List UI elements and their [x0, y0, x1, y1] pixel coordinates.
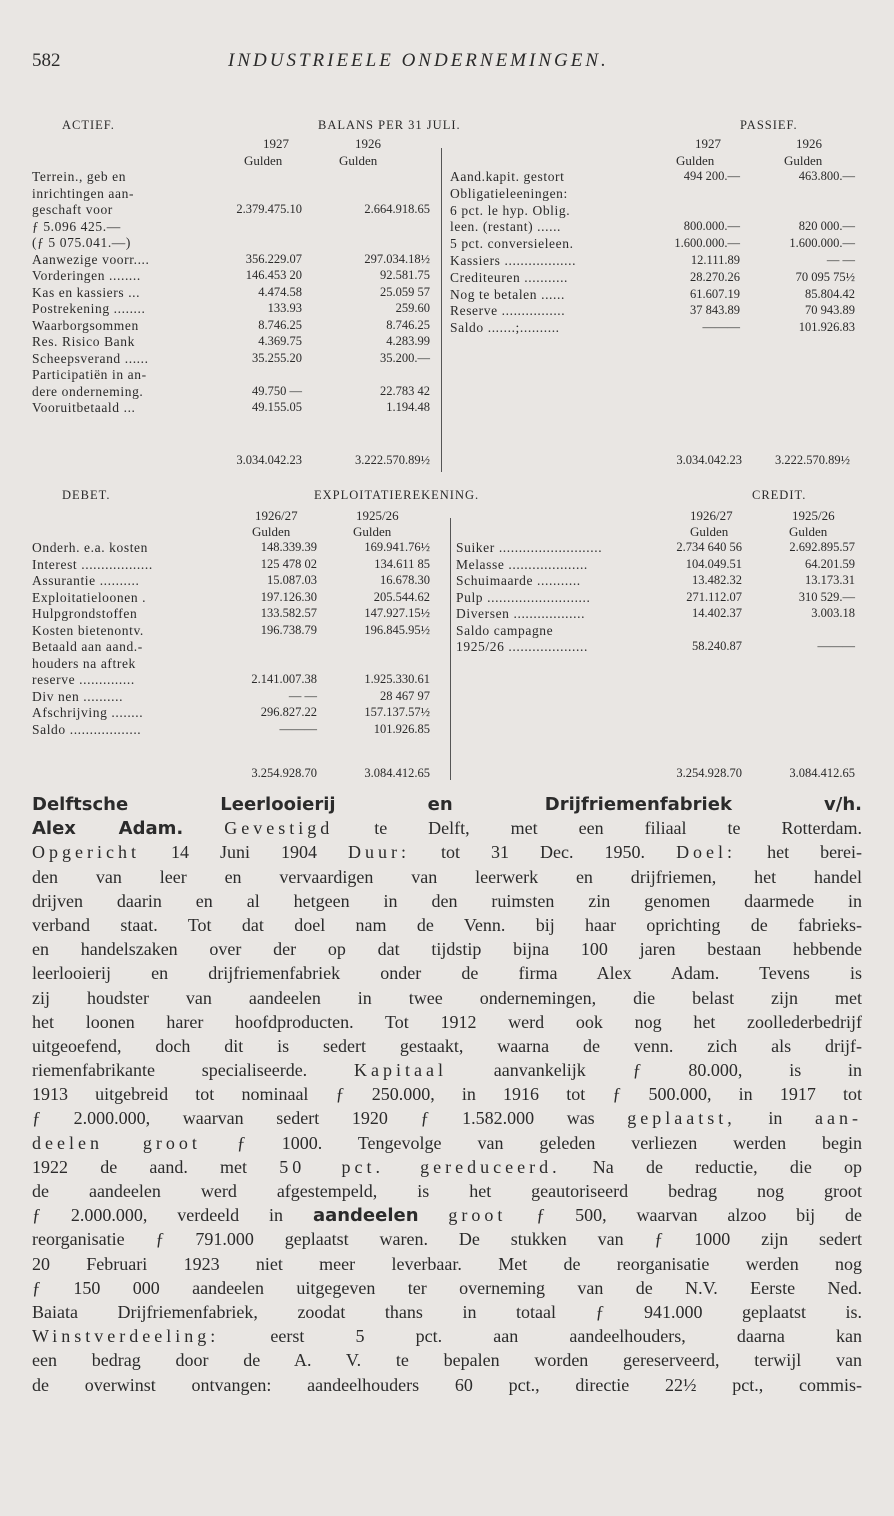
text-segment: ƒ 2.000.000, verdeeld in [32, 1205, 284, 1226]
actief-row-value-a: 133.93 [267, 301, 302, 315]
paragraph-line [32, 865, 862, 889]
passief-label: PASSIEF. [740, 118, 798, 132]
debet-row-label: Assurantie .......... [32, 573, 140, 588]
passief-row-value-a: 494 200.— [683, 169, 740, 183]
debet-row-label: Div nen .......... [32, 688, 124, 704]
debet-row-value-b: 147.927.15½ [364, 606, 430, 620]
debet-row-label: reserve .............. [32, 672, 135, 687]
debet-total-a: 3.254.928.70 [251, 766, 317, 780]
debet-total-b: 3.084.412.65 [364, 766, 430, 780]
text-segment: reorganisatie ƒ 791.000 geplaatst waren. De stukken van ƒ 1000 zijn sedert [32, 1229, 862, 1250]
passief-row-value-a: ——— [702, 320, 740, 335]
debet-row-value-b: 157.137.57½ [364, 705, 430, 719]
passief-row-value-b: 70 943.89 [805, 303, 855, 318]
text-segment: geplaatst, [627, 1108, 736, 1129]
actief-row-label: Vorderingen ........ [32, 268, 141, 283]
credit-row-label: Pulp .......................... [456, 589, 591, 605]
actief-row-value-a: 35.255.20 [252, 350, 302, 365]
actief-currency-a: Gulden [244, 153, 283, 168]
passief-row-value-a: 1.600.000.— [674, 236, 740, 251]
credit-row-value-a: 58.240.87 [692, 639, 742, 653]
actief-total-a: 3.034.042.23 [236, 453, 302, 467]
actief-row-value-b: 297.034.18½ [364, 251, 430, 266]
actief-row-label: Kas en kassiers ... [32, 284, 141, 300]
passief-row-value-a: 61.607.19 [690, 286, 740, 301]
actief-row-label: (ƒ 5 075.041.—) [32, 235, 131, 250]
paragraph-line [32, 1179, 862, 1203]
debet-row-value-a: 15.087.03 [267, 573, 317, 587]
actief-row-value-b: 8.746.25 [386, 317, 430, 332]
credit-total-b: 3.084.412.65 [789, 766, 855, 780]
page-title: INDUSTRIEELE ONDERNEMINGEN. [228, 50, 609, 71]
actief-row-label: Postrekening ........ [32, 301, 146, 316]
actief-row-value-a: 49.750 — [252, 383, 302, 398]
text-segment: verband staat. Tot dat doel nam de Venn. bij haar oprichting de fabrieks- [32, 914, 862, 935]
actief-label: ACTIEF. [62, 118, 115, 132]
actief-total-b: 3.222.570.89½ [355, 453, 430, 467]
text-segment: Kapitaal [354, 1060, 447, 1081]
actief-row-value-b: 25.059 57 [380, 284, 430, 299]
passief-row-value-b: 820 000.— [798, 219, 855, 234]
actief-row-label: dere onderneming. [32, 383, 144, 399]
passief-currency-b: Gulden [784, 153, 823, 168]
debet-year-b: 1925/26 [356, 508, 399, 523]
paragraph-line [32, 1276, 862, 1300]
debet-row-value-a: 148.339.39 [260, 540, 317, 554]
debet-row-value-a: 197.126.30 [260, 589, 317, 604]
paragraph-line [32, 1034, 862, 1058]
actief-row-value-a: 49.155.05 [252, 400, 302, 414]
passief-row-value-b: 463.800.— [798, 169, 855, 183]
actief-row-value-b: 4.283.99 [386, 334, 430, 348]
text-segment: aandeelen [312, 1205, 419, 1227]
text-segment: Delftsche Leerlooierij en Drijfriemenfabriek v/h. [32, 794, 862, 815]
text-segment: ƒ 500, waarvan alzoo bij de [536, 1205, 862, 1226]
text-segment: Opgericht [32, 842, 140, 863]
text-segment: ƒ 150 000 aandeelen uitgegeven ter overneming van de N.V. Eerste Ned. [32, 1277, 862, 1298]
actief-row-label: ƒ 5.096 425.— [32, 218, 121, 234]
passief-row-label: Kassiers .................. [450, 253, 577, 268]
text-segment: 14 Juni 1904 [171, 842, 318, 863]
text-segment: drijven daarin en al hetgeen in den ruimsten zin genomen daarmede in [32, 890, 862, 911]
credit-row-label: Melasse .................... [456, 556, 588, 572]
actief-row-label: Waarborgsommen [32, 317, 139, 333]
debet-row-label: Interest .................. [32, 556, 153, 572]
text-segment: 1922 de aand. met [32, 1156, 248, 1177]
balance-title: BALANS PER 31 JULI. [318, 118, 461, 132]
credit-total-a: 3.254.928.70 [676, 766, 742, 780]
text-segment: Baiata Drijfriemenfabriek, zoodat thans in totaal ƒ 941.000 geplaatst is. [32, 1301, 862, 1322]
actief-year-b: 1926 [355, 136, 381, 151]
debet-row-value-b: 196.845.95½ [364, 622, 430, 637]
text-segment: de overwinst ontvangen: aandeelhouders 60 pct., directie 22½ pct., commis- [32, 1374, 862, 1395]
text-segment: riemenfabrikante specialiseerde. [32, 1060, 308, 1081]
actief-row-value-b: 259.60 [395, 301, 430, 315]
passief-year-a: 1927 [695, 136, 721, 151]
passief-row-value-a: 800.000.— [683, 219, 740, 234]
paragraph-line [32, 840, 862, 864]
text-segment: 50 pct. gereduceerd. [279, 1156, 561, 1177]
debet-currency-b: Gulden [353, 524, 392, 539]
paragraph-line [32, 1252, 862, 1276]
text-segment: in [768, 1108, 783, 1129]
actief-row-value-b: 35.200.— [380, 350, 430, 365]
debet-row-label: Hulpgrondstoffen [32, 606, 138, 621]
paragraph-line [32, 1373, 862, 1397]
actief-row-value-a: 2.379.475.10 [236, 202, 302, 216]
credit-row-value-a: 14.402.37 [692, 606, 742, 620]
actief-row-label: Scheepsverand ...... [32, 350, 149, 366]
paragraph-line [32, 816, 862, 840]
debet-row-value-a: ——— [279, 721, 317, 736]
text-segment: en handelszaken over der op dat tijdstip bijna 100 jaren bestaan hebbende [32, 939, 862, 960]
debet-currency-a: Gulden [252, 524, 291, 539]
paragraph-line [32, 913, 862, 937]
passief-row-label: Saldo .......;.......... [450, 320, 560, 336]
debet-row-value-b: 169.941.76½ [364, 540, 430, 554]
actief-row-value-b: 1.194.48 [386, 400, 430, 414]
debet-row-value-a: 2.141.007.38 [251, 672, 317, 686]
paragraph-line [32, 792, 862, 816]
passief-year-b: 1926 [796, 136, 822, 151]
passief-row-value-b: — — [826, 253, 855, 267]
credit-row-label: 1925/26 .................... [456, 639, 588, 654]
passief-row-value-b: 101.926.83 [798, 320, 855, 335]
text-segment: de aandeelen werd afgestempeld, is het geautoriseerd bedrag nog groot [32, 1181, 862, 1201]
debet-row-value-b: 134.611 85 [374, 556, 430, 571]
text-segment: groot [448, 1205, 507, 1226]
paragraph-line [32, 1155, 862, 1179]
text-segment: Doel: [676, 842, 737, 863]
debet-row-label: Saldo .................. [32, 721, 142, 737]
passief-row-label: Aand.kapit. gestort [450, 169, 565, 184]
text-segment: aanvankelijk ƒ 80.000, is in [493, 1060, 862, 1081]
debet-row-value-b: 1.925.330.61 [364, 672, 430, 686]
exploitation-title: EXPLOITATIEREKENING. [314, 488, 480, 502]
debet-row-value-a: 133.582.57 [260, 606, 317, 620]
passief-total-a: 3.034.042.23 [676, 453, 742, 467]
actief-currency-b: Gulden [339, 153, 378, 168]
text-segment: eerst 5 pct. aan aandeelhouders, daarna kan [270, 1326, 862, 1347]
debet-row-label: Exploitatieloonen . [32, 589, 147, 605]
credit-row-value-b: 3.003.18 [811, 606, 855, 620]
credit-row-value-a: 13.482.32 [692, 573, 742, 587]
text-segment: ƒ 2.000.000, waarvan sedert 1920 ƒ 1.582.000 was [32, 1108, 595, 1129]
balance-divider [441, 148, 442, 472]
credit-row-value-b: 13.173.31 [805, 573, 855, 587]
credit-row-value-a: 2.734 640 56 [676, 540, 742, 554]
actief-row-value-a: 356.229.07 [245, 251, 302, 266]
debet-row-value-a: 196.738.79 [260, 622, 317, 637]
text-segment: Winstverdeeling: [32, 1326, 220, 1347]
passief-row-value-b: 1.600.000.— [789, 236, 855, 251]
actief-row-value-b: 22.783 42 [380, 383, 430, 398]
text-segment: tot 31 Dec. 1950. [441, 842, 646, 863]
credit-row-value-b: 64.201.59 [805, 556, 855, 571]
text-segment: aan- [815, 1108, 862, 1129]
credit-year-a: 1926/27 [690, 508, 733, 523]
credit-row-value-b: 2.692.895.57 [789, 540, 855, 554]
paragraph-line [32, 1300, 862, 1324]
credit-year-b: 1925/26 [792, 508, 835, 523]
passief-currency-a: Gulden [676, 153, 715, 168]
paragraph-line [32, 1227, 862, 1251]
text-segment: deelen groot [32, 1132, 201, 1153]
text-segment: Alex Adam. [32, 818, 184, 840]
paragraph-line [32, 1348, 862, 1372]
debet-row-label: Kosten bietenontv. [32, 622, 144, 638]
actief-row-value-a: 146.453 20 [245, 268, 302, 282]
actief-row-label: geschaft voor [32, 202, 113, 217]
text-segment: Na de reductie, die op [592, 1156, 862, 1177]
passief-row-value-a: 12.111.89 [690, 253, 740, 267]
credit-row-value-a: 104.049.51 [685, 556, 742, 571]
debet-row-label: Onderh. e.a. kosten [32, 540, 148, 555]
debet-year-a: 1926/27 [255, 508, 298, 523]
text-segment: zij houdster van aandeelen in twee ondernemingen, die belast zijn met [32, 987, 862, 1008]
credit-row-label: Schuimaarde ........... [456, 573, 581, 588]
text-segment: het berei- [767, 842, 862, 863]
exploitation-divider [450, 518, 451, 780]
passief-row-label: Nog te betalen ...... [450, 286, 565, 302]
passief-row-label: leen. (restant) ...... [450, 219, 562, 235]
text-segment: Duur: [348, 842, 411, 863]
credit-row-value-b: 310 529.— [798, 589, 855, 604]
passief-row-value-a: 37 843.89 [690, 303, 740, 318]
text-segment: uitgeoefend, doch dit is sedert gestaakt, waarna de venn. zich als drijf- [32, 1035, 862, 1056]
paragraph-line [32, 889, 862, 913]
debet-row-value-b: 205.544.62 [373, 589, 430, 604]
actief-row-value-a: 4.474.58 [258, 284, 302, 299]
passief-row-label: Obligatieleeningen: [450, 185, 568, 201]
actief-row-value-b: 92.581.75 [380, 268, 430, 282]
passief-row-value-a: 28.270.26 [690, 269, 740, 284]
paragraph-line [32, 986, 862, 1010]
paragraph-line [32, 1010, 862, 1034]
debet-row-value-a: 296.827.22 [260, 705, 317, 719]
actief-row-label: inrichtingen aan- [32, 185, 135, 201]
passief-total-b: 3.222.570.89½ [775, 453, 850, 467]
text-segment: 20 Februari 1923 niet meer leverbaar. Met de reorganisatie werden nog [32, 1253, 862, 1274]
passief-row-value-b: 70 095 75½ [795, 269, 855, 284]
actief-row-value-a: 4.369.75 [258, 334, 302, 348]
text-segment: het loonen harer hoofdproducten. Tot 1912 werd ook nog het zoollederbedrijf [32, 1011, 862, 1032]
actief-row-label: Participatiën in an- [32, 367, 147, 382]
credit-row-label: Suiker .......................... [456, 540, 603, 555]
paragraph-line [32, 937, 862, 961]
actief-row-label: Res. Risico Bank [32, 334, 135, 349]
text-segment: Gevestigd [224, 818, 334, 839]
text-segment: een bedrag door de A. V. te bepalen worden gereserveerd, terwijl van [32, 1350, 862, 1371]
debet-row-value-a: — — [288, 688, 317, 703]
paragraph-line [32, 1203, 862, 1227]
passief-row-label: 6 pct. le hyp. Oblig. [450, 202, 571, 218]
actief-row-value-a: 8.746.25 [258, 317, 302, 332]
actief-year-a: 1927 [263, 136, 289, 151]
debet-label: DEBET. [62, 488, 111, 502]
credit-row-label: Diversen .................. [456, 606, 586, 621]
debet-row-value-b: 16.678.30 [380, 573, 430, 587]
actief-row-value-b: 2.664.918.65 [364, 202, 430, 216]
debet-row-label: Afschrijving ........ [32, 705, 144, 720]
actief-row-label: Terrein., geb en [32, 169, 127, 184]
actief-row-label: Aanwezige voorr.... [32, 251, 150, 267]
credit-row-value-b: ——— [817, 639, 855, 653]
text-segment: te Delft, met een filiaal te Rotterdam. [374, 818, 862, 839]
company-description [32, 792, 862, 1397]
passief-row-label: Reserve ................ [450, 303, 566, 319]
credit-label: CREDIT. [752, 488, 807, 502]
text-segment: leerlooierij en drijfriemenfabriek onder de firma Alex Adam. Tevens is [32, 963, 862, 984]
text-segment: den van leer en vervaardigen van leerwerk en drijfriemen, het handel [32, 866, 862, 887]
paragraph-line [32, 1131, 862, 1155]
debet-row-value-b: 101.926.85 [373, 721, 430, 736]
text-segment: 1913 uitgebreid tot nominaal ƒ 250.000, in 1916 tot ƒ 500.000, in 1917 tot [32, 1084, 862, 1105]
passief-row-value-b: 85.804.42 [805, 286, 855, 301]
paragraph-line [32, 1082, 862, 1106]
passief-row-label: Crediteuren ........... [450, 269, 569, 285]
passief-row-label: 5 pct. conversieleen. [450, 236, 574, 252]
paragraph-line [32, 961, 862, 985]
debet-row-label: houders na aftrek [32, 655, 136, 671]
credit-row-label: Saldo campagne [456, 622, 554, 638]
debet-row-value-b: 28 467 97 [380, 688, 430, 703]
debet-row-value-a: 125 478 02 [260, 556, 317, 571]
credit-currency-b: Gulden [789, 524, 828, 539]
credit-currency-a: Gulden [690, 524, 729, 539]
text-segment: ƒ 1000. Tengevolge van geleden verliezen werden begin [236, 1132, 862, 1153]
actief-row-label: Vooruitbetaald ... [32, 400, 136, 415]
debet-row-label: Betaald aan aand.- [32, 639, 143, 654]
paragraph-line [32, 1324, 862, 1348]
paragraph-line [32, 1106, 862, 1130]
credit-row-value-a: 271.112.07 [686, 589, 742, 604]
paragraph-line [32, 1058, 862, 1082]
page-number: 582 [32, 50, 61, 71]
